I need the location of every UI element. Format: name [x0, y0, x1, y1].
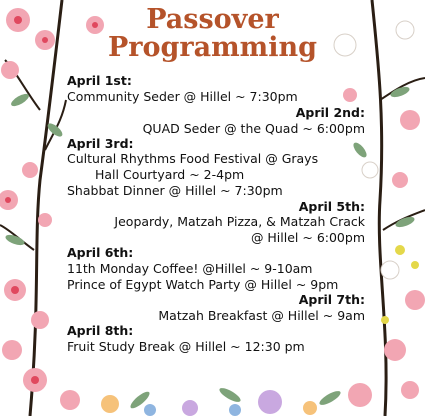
event-detail: Prince of Egypt Watch Party @ Hillel ~ 9pm — [67, 277, 339, 292]
event-date: April 2nd: — [295, 105, 365, 120]
event-detail: Fruit Study Break @ Hillel ~ 12:30 pm — [67, 339, 305, 354]
event-detail: @ Hillel ~ 6:00pm — [250, 230, 365, 245]
event-detail: 11th Monday Coffee! @Hillel ~ 9-10am — [67, 261, 313, 276]
poster-title-line1: Passover — [146, 4, 279, 35]
event-detail: Jeopardy, Matzah Pizza, & Matzah Crack — [114, 214, 365, 229]
event-date: April 6th: — [67, 245, 134, 260]
event-date: April 8th: — [67, 323, 134, 338]
event-date: April 7th: — [298, 292, 365, 307]
event-detail: Shabbat Dinner @ Hillel ~ 7:30pm — [67, 183, 283, 198]
event-date: April 1st: — [67, 73, 132, 88]
event-detail: Hall Courtyard ~ 2-4pm — [95, 167, 245, 182]
event-date: April 3rd: — [67, 136, 134, 151]
event-detail: QUAD Seder @ the Quad ~ 6:00pm — [142, 121, 365, 136]
event-detail: Matzah Breakfast @ Hillel ~ 9am — [158, 308, 365, 323]
event-detail: Community Seder @ Hillel ~ 7:30pm — [67, 89, 298, 104]
event-detail: Cultural Rhythms Food Festival @ Grays — [67, 151, 319, 166]
poster-title-line2: Programming — [107, 32, 318, 63]
event-date: April 5th: — [298, 199, 365, 214]
